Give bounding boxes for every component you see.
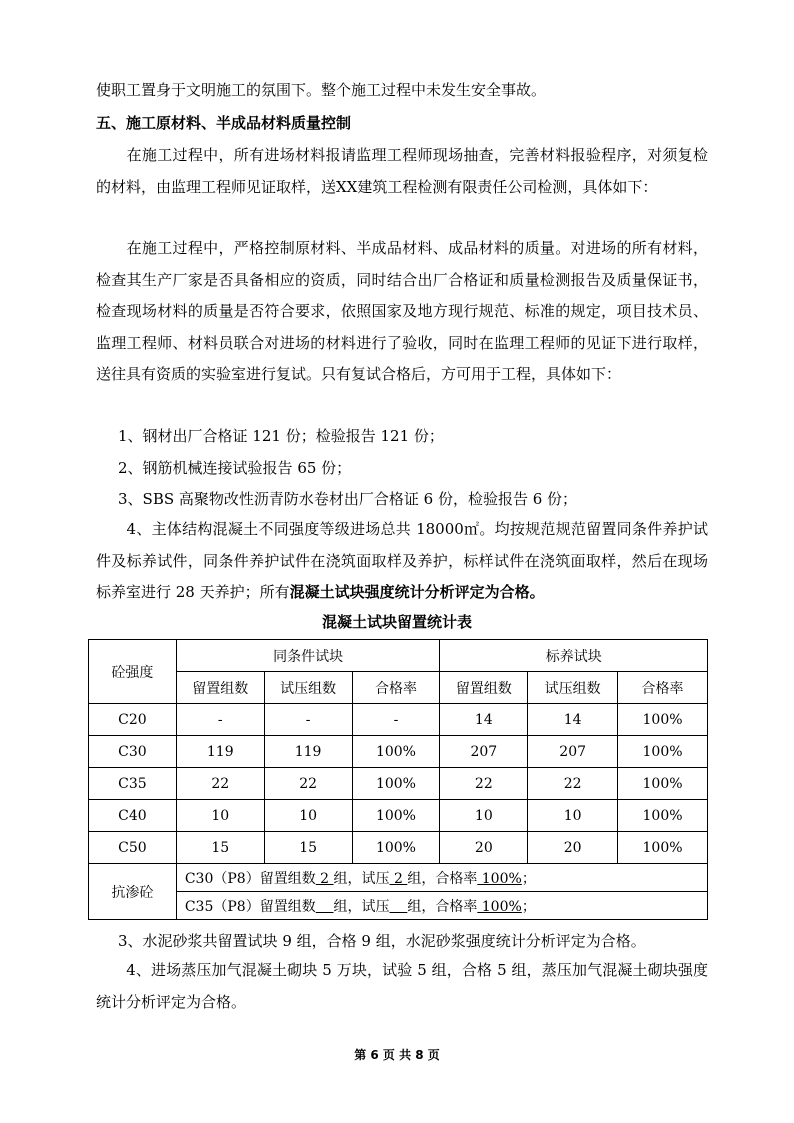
- table-row: [89, 736, 708, 768]
- table-cell: -: [176, 704, 264, 736]
- list-item-mortar: 3、水泥砂浆共留置试块 9 组，合格 9 组，水泥砂浆强度统计分析评定为合格。: [118, 932, 646, 950]
- table-cell: 100%: [618, 736, 708, 768]
- table-cell: 10: [440, 800, 528, 832]
- table-cell: C20: [89, 704, 177, 736]
- table-cell: C40: [89, 800, 177, 832]
- table-cell: 14: [440, 704, 528, 736]
- table-cell: 22: [176, 768, 264, 800]
- subheader-cell: 试压组数: [264, 672, 352, 704]
- table-row: [89, 768, 708, 800]
- top-line: 使职工置身于文明施工的氛围下。整个施工过程中未发生安全事故。: [96, 81, 547, 99]
- list-item-4-text: 4、主体结构混凝土不同强度等级进场总共 18000㎡。均按规范规范留置同条件养护试件及标养试件，同条件养护试件在浇筑面取样及养护，标样试件在浇筑面取样，然后在现场标养室进行 28 天养护；所有: [96, 520, 708, 601]
- impermeable-c35: C35（P8）留置组数 组，试压 组，合格率 100%；: [176, 892, 707, 920]
- table-cell: 20: [528, 832, 618, 864]
- table-cell: 14: [528, 704, 618, 736]
- table-row: [89, 704, 708, 736]
- table-cell: 100%: [618, 704, 708, 736]
- table-cell: 10: [176, 800, 264, 832]
- table-cell: 22: [264, 768, 352, 800]
- table-caption: 混凝土试块留置统计表: [321, 613, 472, 631]
- impermeable-row: [89, 892, 708, 920]
- list-item-3: 3、SBS 高聚物改性沥青防水卷材出厂合格证 6 份，检验报告 6 份；: [118, 490, 578, 508]
- table-cell: 119: [176, 736, 264, 768]
- table-cell: C35: [89, 768, 177, 800]
- table-cell: 100%: [352, 832, 440, 864]
- subheader-cell: 留置组数: [176, 672, 264, 704]
- list-item-4-conclusion: 混凝土试块强度统计分析评定为合格。: [289, 583, 545, 601]
- table-cell: -: [264, 704, 352, 736]
- table-cell: 10: [528, 800, 618, 832]
- list-item-4: [96, 514, 708, 609]
- table-cell: 100%: [618, 768, 708, 800]
- table-row: [89, 800, 708, 832]
- subheader-cell: 合格率: [618, 672, 708, 704]
- table-cell: 10: [264, 800, 352, 832]
- concrete-sample-table: [88, 639, 708, 920]
- subheader-cell: 试压组数: [528, 672, 618, 704]
- table-cell: 100%: [618, 800, 708, 832]
- impermeable-c30: C30（P8）留置组数 2 组，试压 2 组，合格率 100%；: [176, 864, 707, 892]
- table-cell: 207: [528, 736, 618, 768]
- section-heading: 五、施工原材料、半成品材料质量控制: [96, 114, 352, 132]
- table-cell: 20: [440, 832, 528, 864]
- table-cell: C30: [89, 736, 177, 768]
- table-cell: 15: [264, 832, 352, 864]
- subheader-cell: 合格率: [352, 672, 440, 704]
- table-cell: C50: [89, 832, 177, 864]
- table-cell: 22: [528, 768, 618, 800]
- table-cell: 15: [176, 832, 264, 864]
- paragraph-1: 在施工过程中，所有进场材料报请监理工程师现场抽查，完善材料报验程序，对须复检的材料，由监理工程师见证取样，送XX建筑工程检测有限责任公司检测，具体如下：: [96, 146, 708, 196]
- list-item-1: 1、钢材出厂合格证 121 份；检验报告 121 份；: [118, 427, 444, 445]
- list-item-blocks: 4、进场蒸压加气混凝土砌块 5 万块，试验 5 组，合格 5 组，蒸压加气混凝土砌块强度统计分析评定为合格。: [96, 961, 708, 1011]
- table-cell: 100%: [618, 832, 708, 864]
- table-cell: 119: [264, 736, 352, 768]
- table-cell: 100%: [352, 800, 440, 832]
- subheader-cell: 留置组数: [440, 672, 528, 704]
- impermeable-row: [89, 864, 708, 892]
- header-strength: 砼强度: [89, 640, 177, 704]
- paragraph-2: 在施工过程中，严格控制原材料、半成品材料、成品材料的质量。对进场的所有材料，检查其生产厂家是否具备相应的资质，同时结合出厂合格证和质量检测报告及质量保证书，检查现场材料的质量是否符合要求，依照国家及地方现行规范、标准的规定，项目技术员、监理工程师、材料员联合对进场的材料进行了验收，同时在监理工程师的见证下进行取样，送往具有资质的实验室进行复试。只有复试合格后，方可用于工程，具体如下：: [96, 239, 708, 383]
- table-cell: 22: [440, 768, 528, 800]
- list-item-2: 2、钢筋机械连接试验报告 65 份；: [118, 459, 352, 477]
- header-standard-curing: 标养试块: [440, 640, 708, 672]
- table-row: [89, 832, 708, 864]
- page-footer: 第 6 页 共 8 页: [354, 1048, 440, 1062]
- impermeable-label: 抗渗砼: [89, 864, 177, 920]
- table-cell: 100%: [352, 736, 440, 768]
- header-same-condition: 同条件试块: [176, 640, 440, 672]
- table-cell: -: [352, 704, 440, 736]
- table-cell: 100%: [352, 768, 440, 800]
- table-cell: 207: [440, 736, 528, 768]
